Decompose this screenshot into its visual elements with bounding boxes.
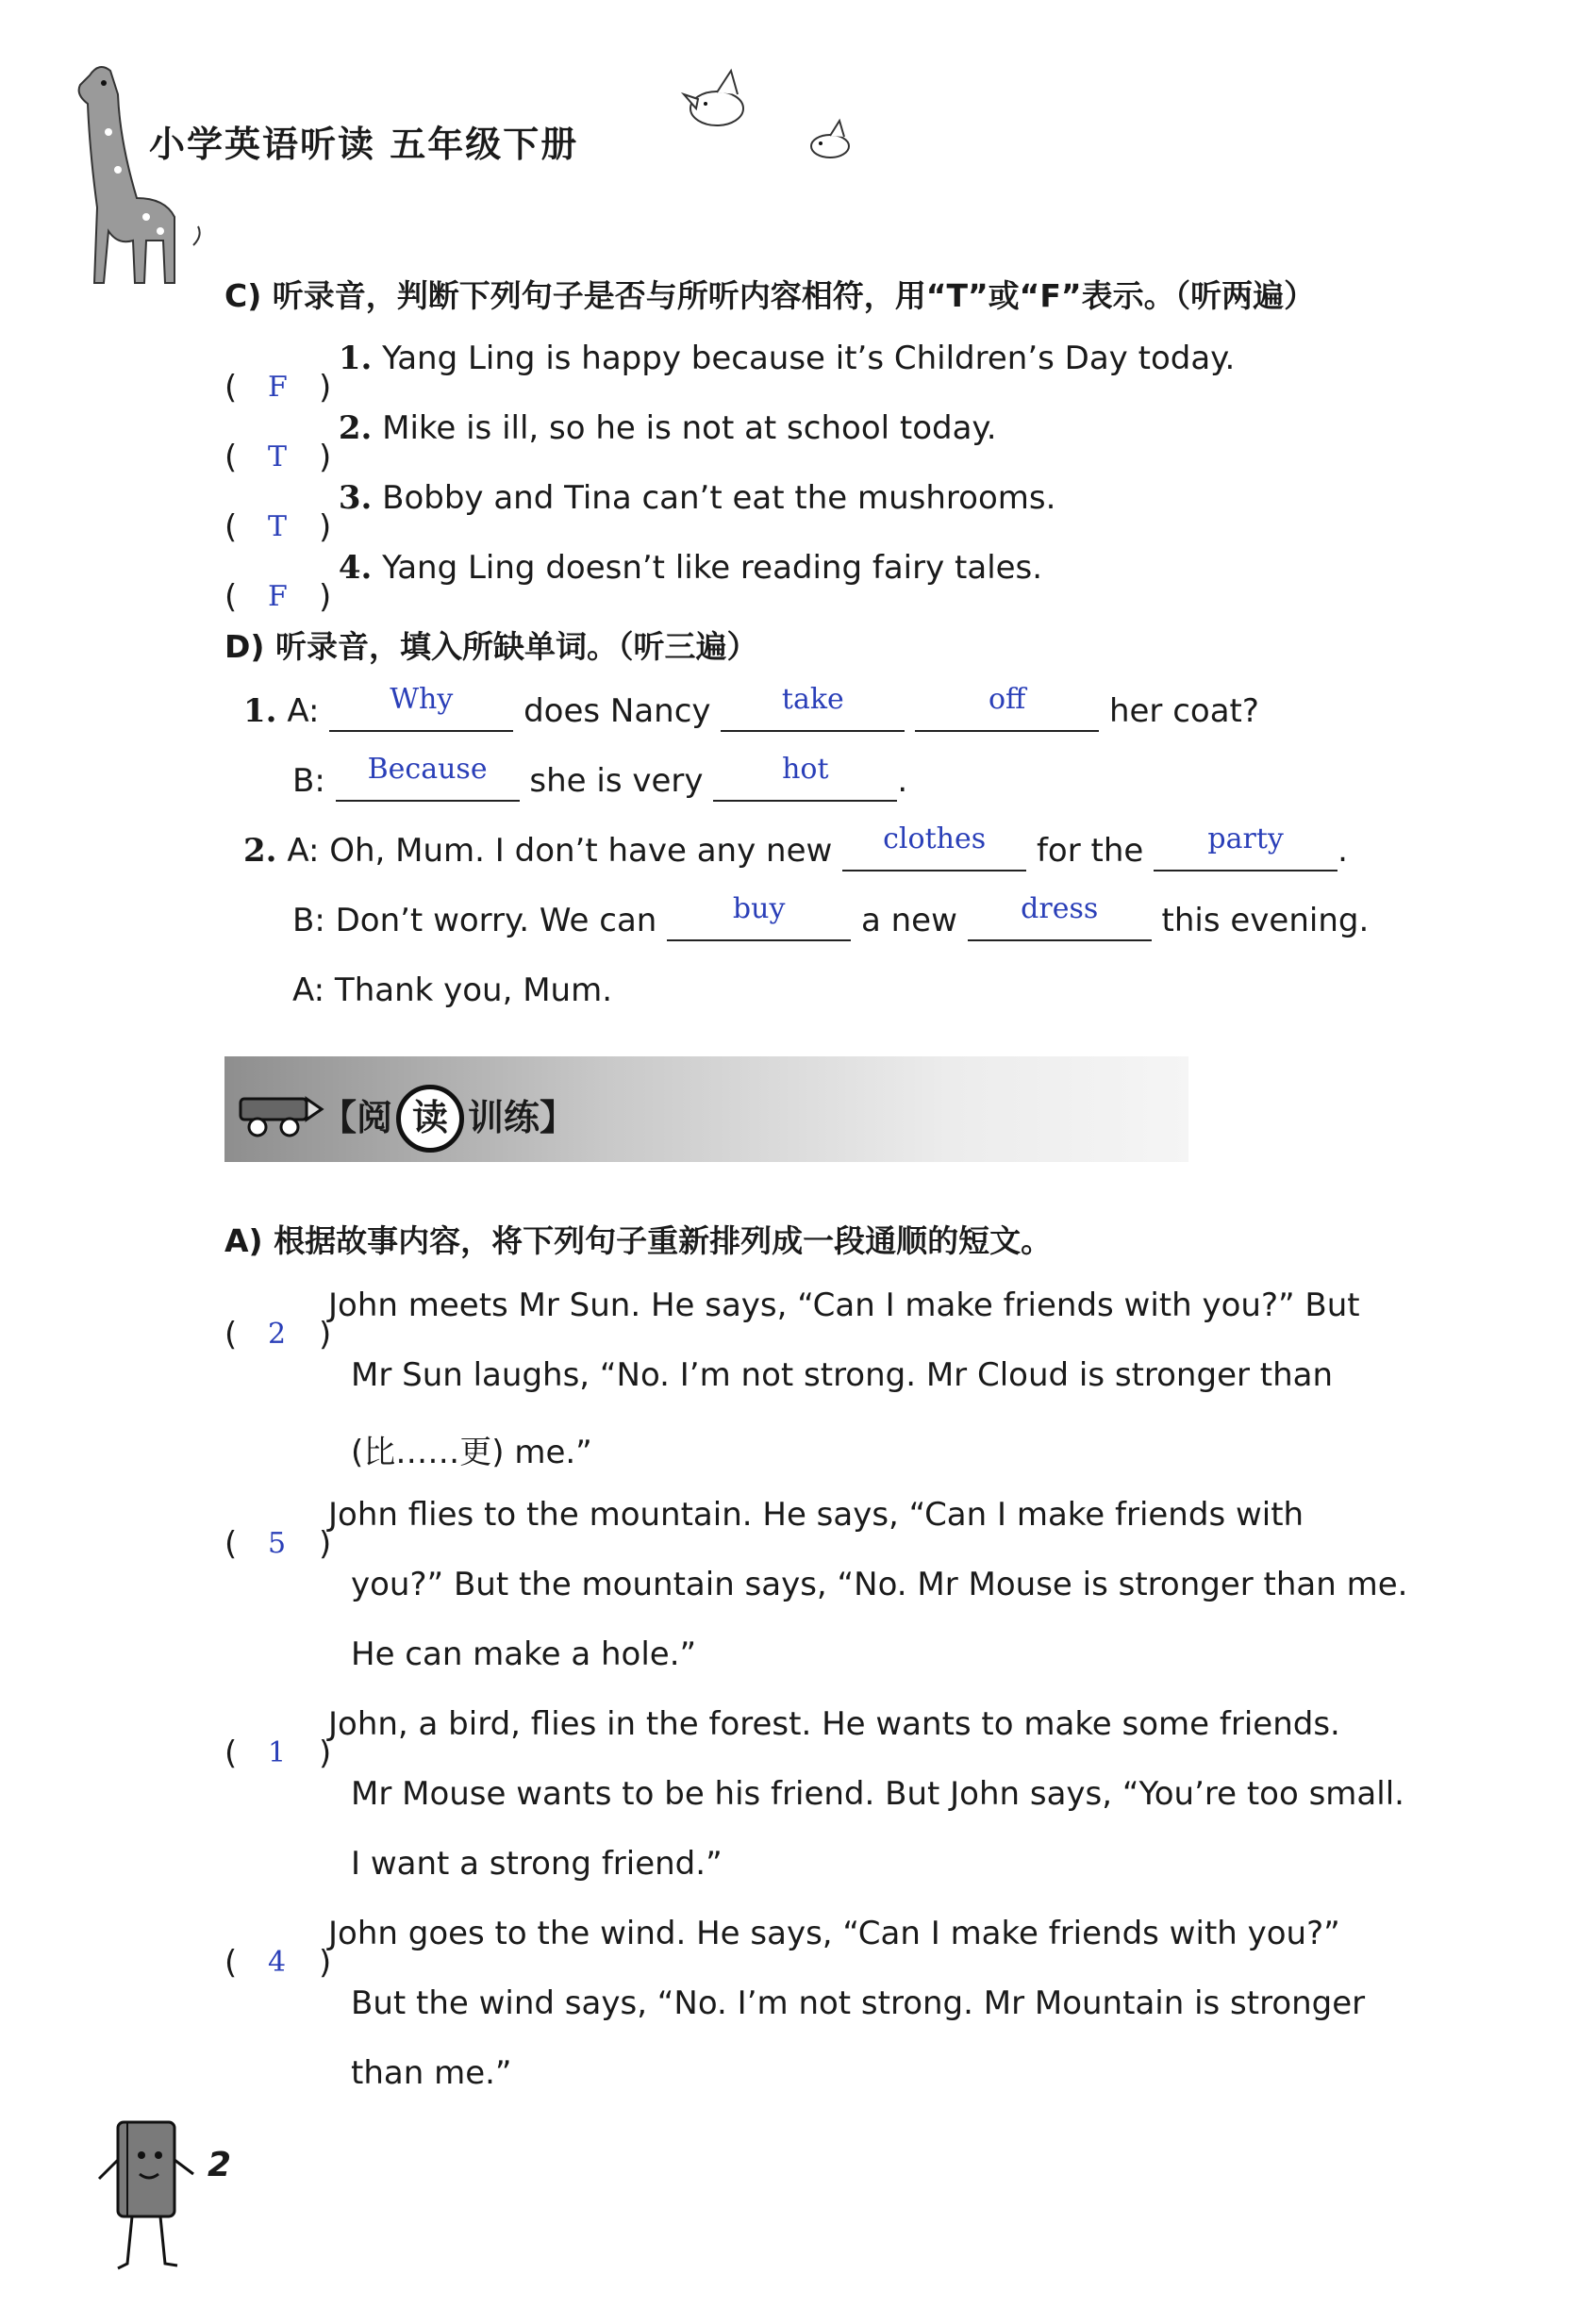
answer-mark: T xyxy=(268,440,288,473)
answer-mark: 2 xyxy=(268,1318,287,1351)
answer-mark: T xyxy=(268,510,288,543)
story-line: But the wind says, “No. I’m not strong. Mr Mountain is stronger xyxy=(351,1984,1366,2022)
list-item: ( 2 ) John meets Mr Sun. He says, “Can I make friends with you?” But xyxy=(224,1286,1360,1353)
fill-answer: party xyxy=(1207,822,1284,855)
answer-mark: 4 xyxy=(268,1946,287,1979)
fill-answer: take xyxy=(781,683,844,716)
page-header-title: 小学英语听读 五年级下册 xyxy=(149,124,579,165)
list-item: ( F ) 1. Yang Ling is happy because it’s Children’s Day today. xyxy=(224,340,1236,407)
story-line: you?” But the mountain says, “No. Mr Mouse is stronger than me. xyxy=(351,1566,1408,1603)
fill-answer: off xyxy=(988,683,1026,716)
pencil-car-icon xyxy=(231,1085,325,1141)
answer-mark: F xyxy=(268,580,288,613)
book-mascot-icon xyxy=(94,2113,198,2282)
list-item: ( T ) 3. Bobby and Tina can’t eat the mushrooms. xyxy=(224,479,1056,546)
reading-a-title: A) 根据故事内容，将下列句子重新排列成一段通顺的短文。 xyxy=(224,1222,1053,1259)
read-badge: 读 xyxy=(396,1085,464,1153)
story-line: Mr Mouse wants to be his friend. But John says, “You’re too small. xyxy=(351,1775,1404,1813)
answer-mark: 5 xyxy=(268,1527,287,1560)
dialogue-line: B: Don’t worry. We can buy a new dress this evening. xyxy=(292,892,1370,939)
dialogue-line: B: Because she is very hot . xyxy=(292,753,908,800)
reading-banner-title: 【阅 读 训练】 xyxy=(321,1085,575,1153)
fill-answer: Because xyxy=(367,753,488,786)
story-line: (比……更) me.” xyxy=(351,1434,592,1471)
list-item: ( 4 ) John goes to the wind. He says, “Can I make friends with you?” xyxy=(224,1915,1340,1982)
giraffe-illustration xyxy=(52,57,203,292)
section-c-title: C) 听录音，判断下列句子是否与所听内容相符，用“T”或“F”表示。（听两遍） xyxy=(224,277,1316,314)
list-item: ( 5 ) John flies to the mountain. He says, “Can I make friends with xyxy=(224,1496,1304,1563)
dialogue-line: 1. A: Why does Nancy take off her coat? xyxy=(243,683,1259,730)
list-item: ( T ) 2. Mike is ill, so he is not at school today. xyxy=(224,409,997,476)
page-number: 2 xyxy=(208,2146,232,2184)
fill-answer: clothes xyxy=(883,822,987,855)
section-d-title: D) 听录音，填入所缺单词。（听三遍） xyxy=(224,628,758,665)
story-line: than me.” xyxy=(351,2054,512,2092)
story-line: I want a strong friend.” xyxy=(351,1845,723,1883)
fill-answer: Why xyxy=(390,683,454,716)
story-line: Mr Sun laughs, “No. I’m not strong. Mr Cloud is stronger than xyxy=(351,1356,1334,1394)
dialogue-line: 2. A: Oh, Mum. I don’t have any new clothes for the party . xyxy=(243,822,1348,870)
fill-answer: dress xyxy=(1021,892,1099,925)
fill-answer: hot xyxy=(782,753,829,786)
dialogue-line: A: Thank you, Mum. xyxy=(292,971,613,1009)
list-item: ( F ) 4. Yang Ling doesn’t like reading fairy tales. xyxy=(224,549,1043,616)
story-line: He can make a hole.” xyxy=(351,1635,697,1673)
bird-illustration xyxy=(660,66,868,170)
answer-mark: 1 xyxy=(268,1736,287,1769)
fill-answer: buy xyxy=(732,892,786,925)
answer-mark: F xyxy=(268,371,288,404)
list-item: ( 1 ) John, a bird, flies in the forest. He wants to make some friends. xyxy=(224,1705,1340,1772)
